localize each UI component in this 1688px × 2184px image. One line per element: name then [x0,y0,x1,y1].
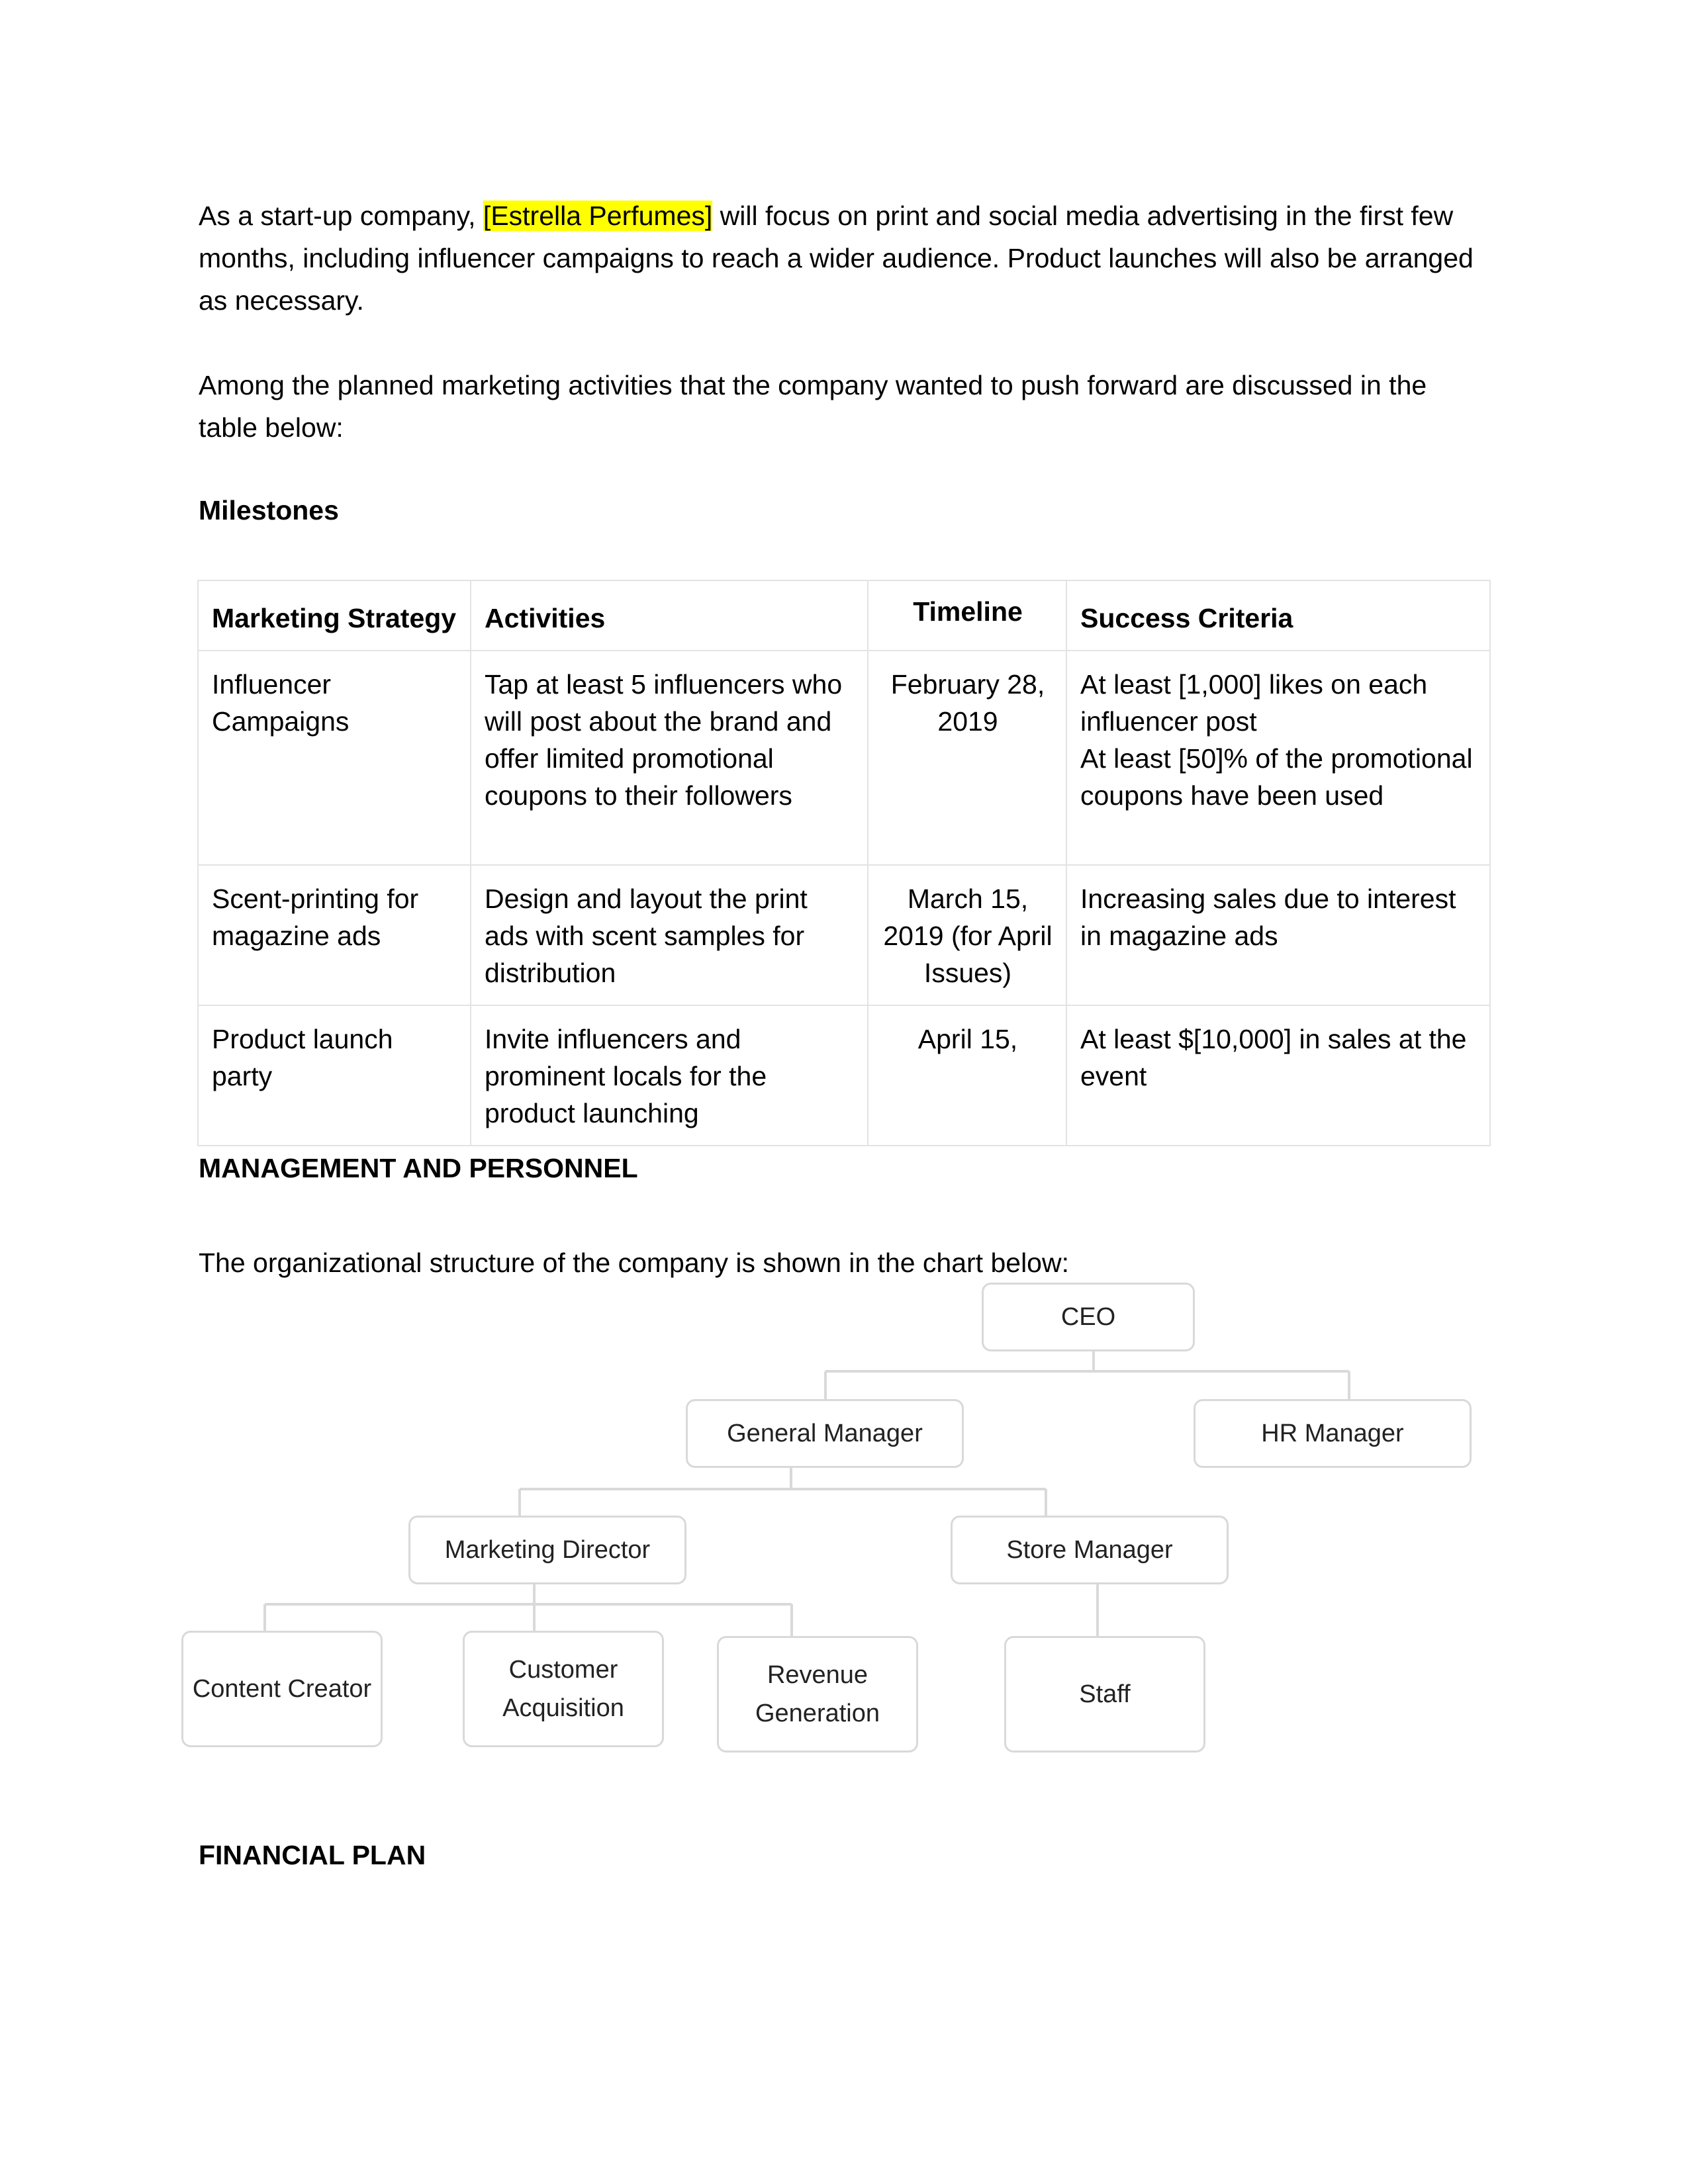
org-node-hr-manager: HR Manager [1194,1399,1472,1468]
org-node-ceo: CEO [982,1283,1195,1351]
cell-activities: Invite influencers and prominent locals for the product launching [471,1005,868,1146]
management-heading: MANAGEMENT AND PERSONNEL [199,1153,638,1183]
intro-text-after: will focus on print and social media advertising in the first few months, including influencer campaigns to reach a wider audience. Product launches will also be arranged as necessary. [199,201,1474,316]
header-success-criteria: Success Criteria [1066,580,1490,651]
org-node-store-manager: Store Manager [951,1516,1229,1584]
company-name-highlight: [Estrella Perfumes] [483,201,713,231]
milestones-heading: Milestones [199,495,339,525]
header-marketing-strategy: Marketing Strategy [198,580,471,651]
org-node-general-manager: General Manager [686,1399,964,1468]
org-node-revenue-generation: Revenue Generation [717,1636,918,1752]
intro-text-before: As a start-up company, [199,201,483,231]
org-node-content-creator: Content Creator [181,1631,383,1747]
header-timeline: Timeline [868,580,1066,651]
cell-strategy: Product launch party [198,1005,471,1146]
org-node-marketing-director: Marketing Director [408,1516,686,1584]
cell-strategy: Influencer Campaigns [198,651,471,865]
cell-timeline: February 28, 2019 [868,651,1066,865]
cell-activities: Design and layout the print ads with scent samples for distribution [471,865,868,1005]
header-activities: Activities [471,580,868,651]
connector-line [520,1460,1046,1516]
cell-activities: Tap at least 5 influencers who will post about the brand and offer limited promotional coupons to their followers [471,651,868,865]
org-node-customer-acquisition: Customer Acquisition [463,1631,664,1747]
org-node-staff: Staff [1004,1636,1205,1752]
criteria-item: At least $[10,000] in sales at the event [1080,1024,1467,1091]
org-intro-paragraph: The organizational structure of the company is shown in the chart below: [199,1248,1069,1278]
activities-paragraph: Among the planned marketing activities that the company wanted to push forward are discussed in the table below: [199,370,1427,443]
criteria-item: Increasing sales due to interest in magazine ads [1080,884,1456,951]
cell-timeline: March 15, 2019 (for April Issues) [868,865,1066,1005]
criteria-item: At least [1,000] likes on each influencer post [1080,669,1428,737]
connector-line [265,1578,792,1636]
criteria-item: At least [50]% of the promotional coupons have been used [1080,743,1473,811]
cell-timeline: April 15, [868,1005,1066,1146]
connector-line [825,1343,1349,1399]
financial-plan-heading: FINANCIAL PLAN [199,1840,426,1870]
cell-strategy: Scent-printing for magazine ads [198,865,471,1005]
